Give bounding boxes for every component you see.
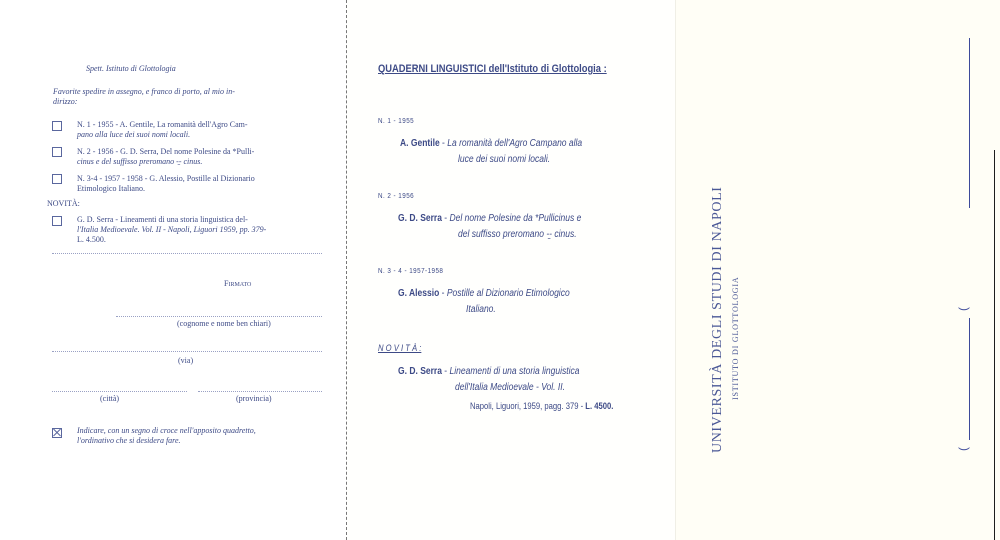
novita-line-1 bbox=[398, 366, 579, 377]
entry-2-sep: - bbox=[444, 213, 448, 224]
entry-1-sep: - bbox=[442, 138, 445, 149]
intro-line-1: Favorite spedire in assegno, e franco di porto, al mio in- bbox=[53, 87, 235, 96]
entry-1-line-1 bbox=[400, 138, 582, 149]
order-checkbox-2[interactable] bbox=[52, 147, 62, 157]
novita-item-line-2: l'Italia Medioevale. Vol. II - Napoli, Liguori 1959, pp. 379- bbox=[77, 225, 267, 234]
instruction-line-1: Indicare, con un segno di croce nell'apposito quadretto, bbox=[77, 426, 256, 435]
novita-publisher-line bbox=[470, 401, 613, 411]
order-checkbox-3[interactable] bbox=[52, 174, 62, 184]
entry-3-number: N. 3 - 4 - 1957-1958 bbox=[378, 268, 444, 275]
novita-publisher: Napoli, Liguori, 1959, pagg. 379 - bbox=[470, 401, 584, 411]
catalog-title: QUADERNI LINGUISTICI dell'Istituto di Glottologia : bbox=[378, 63, 607, 75]
novita-author: G. D. Serra bbox=[398, 366, 442, 377]
intro-line-2: dirizzo: bbox=[53, 97, 78, 106]
entry-2-number: N. 2 - 1956 bbox=[378, 193, 415, 200]
citta-line[interactable] bbox=[52, 391, 187, 392]
entry-1-number: N. 1 - 1955 bbox=[378, 118, 415, 125]
entry-3-author: G. Alessio bbox=[398, 288, 440, 299]
cover-rule-top bbox=[969, 38, 970, 208]
novita-title-line-2: dell'Italia Medioevale - Vol. II. bbox=[455, 382, 565, 393]
paren-open: ( bbox=[956, 307, 970, 311]
entry-2-line-1 bbox=[398, 213, 581, 224]
entry-1-author: A. Gentile bbox=[400, 138, 440, 149]
novita-title-line-1: Lineamenti di una storia linguistica bbox=[449, 366, 580, 377]
name-line[interactable] bbox=[116, 316, 322, 317]
citta-hint: (città) bbox=[100, 394, 120, 403]
order-item-2-line-2: cinus e del suffisso preromano -̠- cinus. bbox=[77, 157, 203, 166]
entry-2-title-line-1: Del nome Polesine da *Pullicinus e bbox=[449, 213, 582, 224]
catalog-panel bbox=[347, 0, 675, 540]
order-item-3-line-1: N. 3-4 - 1957 - 1958 - G. Alessio, Postille al Dizionario bbox=[77, 174, 255, 183]
novita-price: L. 4500. bbox=[585, 401, 614, 411]
addressee: Spett. Istituto di Glottologia bbox=[86, 64, 176, 73]
instruction-line-2: l'ordinativo che si desidera fare. bbox=[77, 436, 181, 445]
order-item-3-line-2: Etimologico Italiano. bbox=[77, 184, 145, 193]
cover-panel bbox=[676, 0, 1000, 540]
entry-3-line-1 bbox=[398, 288, 570, 299]
order-checkbox-1[interactable] bbox=[52, 121, 62, 131]
novita-item-line-1: G. D. Serra - Lineamenti di una storia linguistica del- bbox=[77, 215, 248, 224]
provincia-hint: (provincia) bbox=[236, 394, 272, 403]
order-item-1-line-1: N. 1 - 1955 - A. Gentile, La romanità dell'Agro Cam- bbox=[77, 120, 248, 129]
cognome-hint: (cognome e nome ben chiari) bbox=[177, 319, 271, 328]
novita-item-line-3: L. 4.500. bbox=[77, 235, 106, 244]
entry-3-sep: - bbox=[441, 288, 445, 299]
order-item-2-line-1: N. 2 - 1956 - G. D. Serra, Del nome Polesine da *Pulli- bbox=[77, 147, 255, 156]
edge-line bbox=[994, 150, 995, 540]
entry-2-title-line-2: del suffisso preromano -̠- cinus. bbox=[458, 229, 577, 240]
novita-sep: - bbox=[444, 366, 448, 377]
via-line[interactable] bbox=[52, 351, 322, 352]
order-form-panel bbox=[0, 0, 346, 540]
catalog-novita-label: N O V I T À : bbox=[378, 343, 422, 353]
entry-2-author: G. D. Serra bbox=[398, 213, 442, 224]
order-item-1-line-2: pano alla luce dei suoi nomi locali. bbox=[77, 130, 191, 139]
provincia-line[interactable] bbox=[198, 391, 322, 392]
cover-rule-bottom bbox=[969, 318, 970, 440]
entry-1-title-line-2: luce dei suoi nomi locali. bbox=[458, 154, 551, 165]
firmato-label: Firmato bbox=[224, 279, 252, 288]
institute-name: ISTITUTO DI GLOTTOLOGIA bbox=[731, 276, 740, 400]
paren-close: ( bbox=[956, 447, 970, 451]
order-checkbox-novita[interactable] bbox=[52, 216, 62, 226]
university-name: UNIVERSITÀ DEGLI STUDI DI NAPOLI bbox=[710, 186, 725, 453]
novita-label: NOVITÀ: bbox=[47, 199, 80, 208]
via-hint: (via) bbox=[178, 356, 194, 365]
entry-1-title-line-1: La romanità dell'Agro Campano alla bbox=[447, 138, 583, 149]
entry-3-title-line-2: Italiano. bbox=[466, 304, 496, 315]
entry-3-title-line-1: Postille al Dizionario Etimologico bbox=[446, 288, 570, 299]
example-checked-box bbox=[52, 428, 62, 438]
separator-line bbox=[52, 253, 322, 254]
